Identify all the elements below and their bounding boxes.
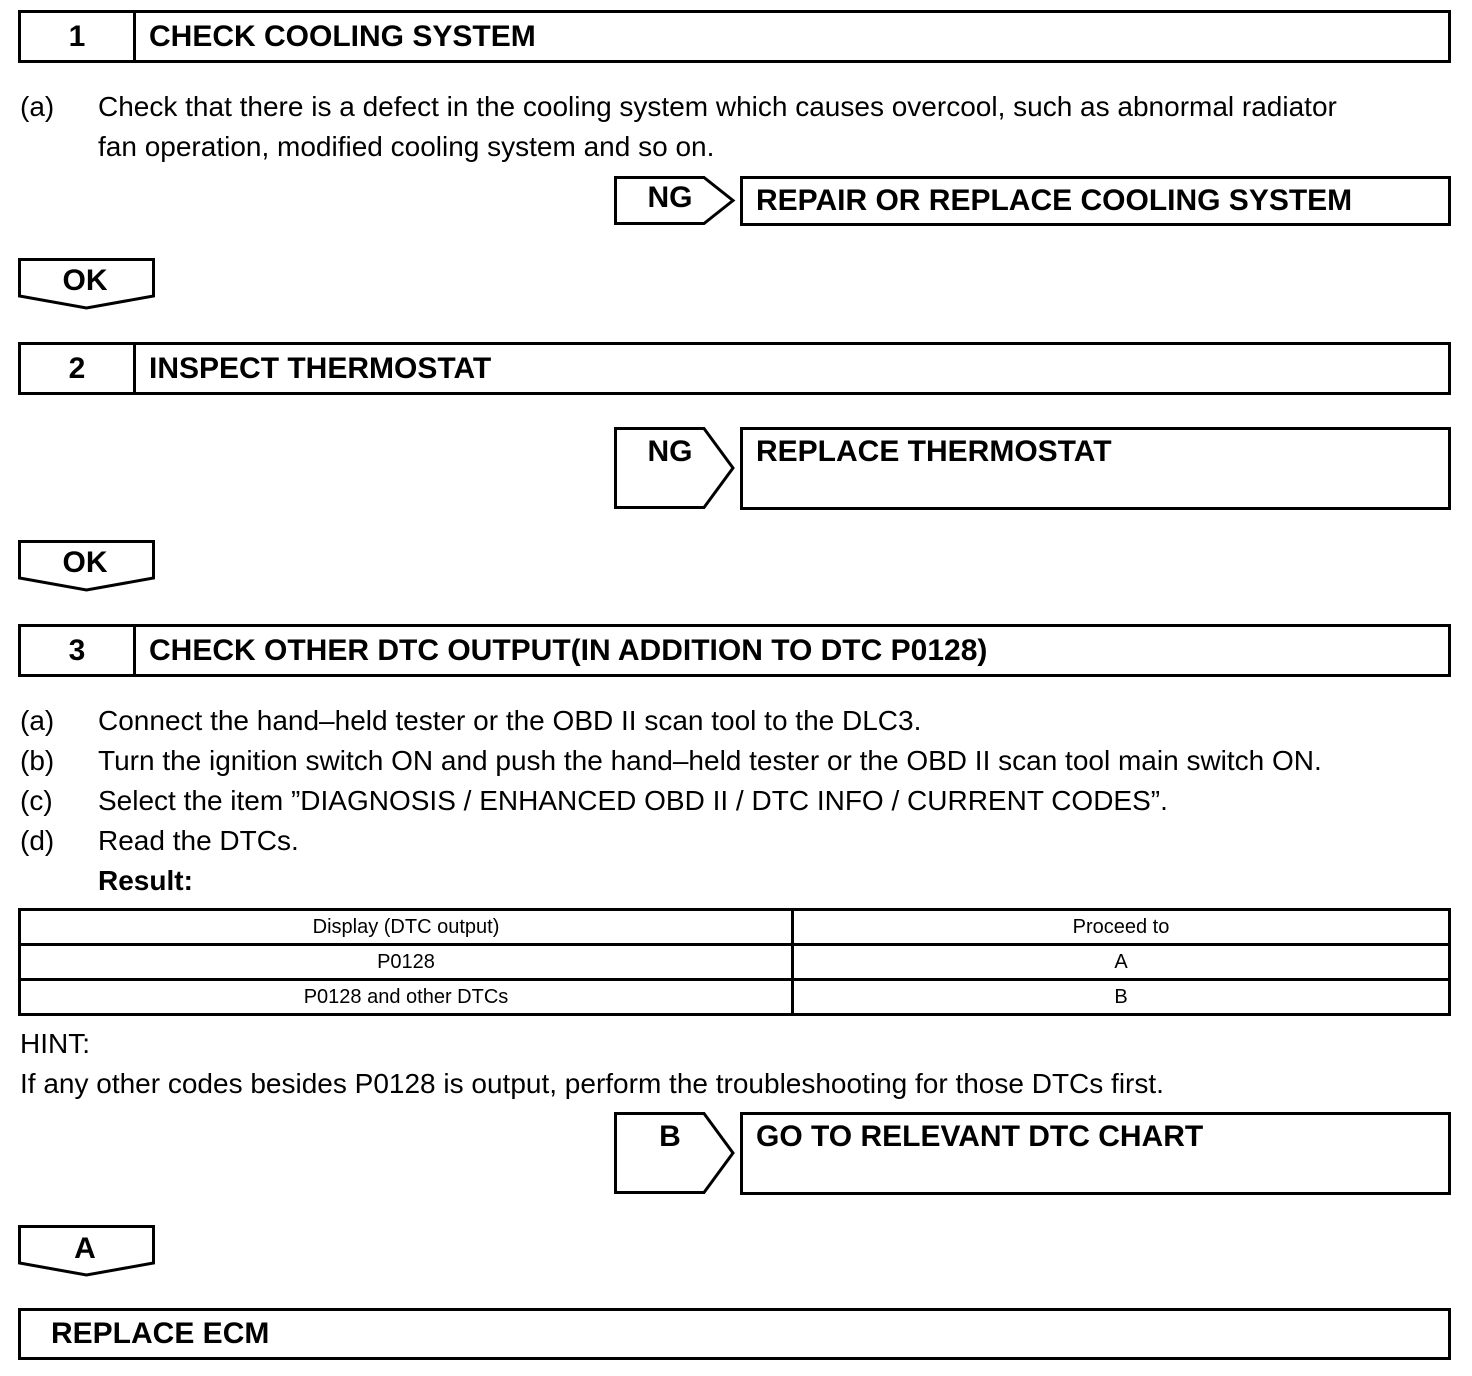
step-1-ng-result: REPAIR OR REPLACE COOLING SYSTEM xyxy=(740,176,1451,226)
table-cell: A xyxy=(793,945,1450,980)
step-2-ok-label: OK xyxy=(62,546,108,579)
step-3-title: CHECK OTHER DTC OUTPUT(IN ADDITION TO DTC P0128) xyxy=(149,633,988,667)
final-result: REPLACE ECM xyxy=(18,1308,1451,1360)
result-heading: Result: xyxy=(98,865,193,896)
step-2-ng-label: NG xyxy=(647,435,693,468)
table-cell: P0128 and other DTCs xyxy=(20,980,793,1015)
step-2-title: INSPECT THERMOSTAT xyxy=(149,351,492,385)
table-row xyxy=(20,980,1450,1015)
step-3-item-b xyxy=(20,741,1460,781)
hint-text: If any other codes besides P0128 is output, perform the troubleshooting for those DTCs first. xyxy=(20,1068,1164,1099)
step-1-item-a xyxy=(20,87,1460,167)
step-1-ok-label: OK xyxy=(62,264,108,297)
item-label: (a) xyxy=(20,705,55,736)
hint-label: HINT: xyxy=(20,1028,90,1059)
table-cell: B xyxy=(793,980,1450,1015)
step-3-b-label: B xyxy=(659,1120,681,1153)
step-3-item-d xyxy=(20,821,1460,861)
item-label: (b) xyxy=(20,745,55,776)
step-3-a-label: A xyxy=(74,1232,96,1265)
step-1-header xyxy=(18,10,1451,63)
step-3-header xyxy=(18,624,1451,677)
item-text-line-1: Check that there is a defect in the cooling system which causes overcool, such as abnormal radiator xyxy=(98,91,1337,122)
table-header-cell: Proceed to xyxy=(793,910,1450,945)
step-2-number: 2 xyxy=(21,345,136,392)
item-label: (d) xyxy=(20,825,55,856)
item-text: Select the item ”DIAGNOSIS / ENHANCED OBD II / DTC INFO / CURRENT CODES”. xyxy=(98,785,1168,816)
item-text-line-2: fan operation, modified cooling system and so on. xyxy=(98,131,715,162)
step-1-title: CHECK COOLING SYSTEM xyxy=(149,19,536,53)
step-2-ng-result: REPLACE THERMOSTAT xyxy=(740,427,1451,510)
step-2-header xyxy=(18,342,1451,395)
item-text: Read the DTCs. xyxy=(98,825,299,856)
table-header-cell: Display (DTC output) xyxy=(20,910,793,945)
item-label: (a) xyxy=(20,91,55,122)
step-3-number: 3 xyxy=(21,627,136,674)
step-1-ng-label: NG xyxy=(647,181,693,214)
step-1-number: 1 xyxy=(21,13,136,60)
item-label: (c) xyxy=(20,785,53,816)
table-cell: P0128 xyxy=(20,945,793,980)
table-header-row xyxy=(20,910,1450,945)
table-row xyxy=(20,945,1450,980)
step-3-item-a xyxy=(20,701,1460,741)
step-3-item-c xyxy=(20,781,1460,821)
item-text: Turn the ignition switch ON and push the hand–held tester or the OBD II scan tool main switch ON. xyxy=(98,745,1322,776)
result-table xyxy=(18,908,1451,1016)
step-3-b-result: GO TO RELEVANT DTC CHART xyxy=(740,1112,1451,1195)
item-text: Connect the hand–held tester or the OBD II scan tool to the DLC3. xyxy=(98,705,922,736)
